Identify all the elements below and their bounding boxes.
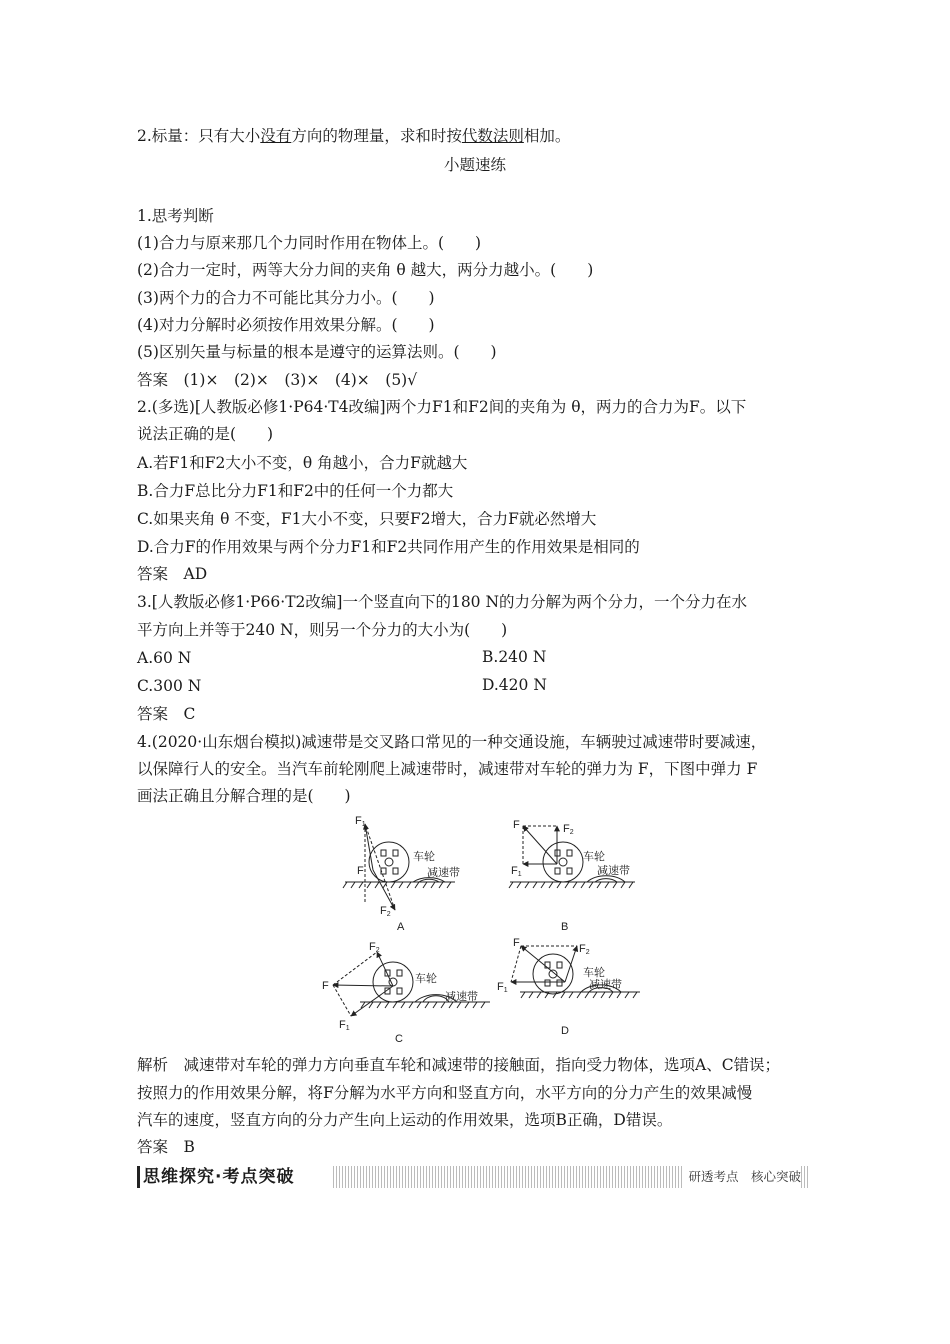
banner-subtitle: 研透考点 核心突破 — [682, 1166, 801, 1188]
q2-option-a: A.若F1和F2大小不变，θ 角越小，合力F就越大 — [137, 454, 468, 472]
label-wheel: 车轮 — [583, 967, 605, 979]
q4-stem: 以保障行人的安全。当汽车前轮刚爬上减速带时，减速带对车轮的弹力为 F，下图中弹力 F — [137, 760, 758, 778]
label-f: F — [357, 865, 364, 877]
q3-stem: 平方向上并等于240 N，则另一个分力的大小为( ) — [137, 621, 508, 639]
panel-label: C — [395, 1033, 403, 1045]
scalar-definition: 2.标量：只有大小没有方向的物理量，求和时按代数法则相加。 — [137, 127, 571, 145]
q4-analysis: 按照力的作用效果分解，将F分解为水平方向和竖直方向，水平方向的分力产生的效果减慢 — [137, 1084, 753, 1102]
label-f2: F2 — [380, 905, 391, 918]
label-f: F — [513, 819, 520, 831]
q4-stem: 画法正确且分解合理的是( ) — [137, 787, 351, 805]
q3-stem: 3.[人教版必修1·P66·T2改编]一个竖直向下的180 N的力分解为两个分力，一个分力在水 — [137, 593, 748, 611]
label-wheel: 车轮 — [415, 973, 437, 985]
label-f1: F1 — [497, 981, 508, 994]
q1-item: (2)合力一定时，两等大分力间的夹角 θ 越大，两分力越小。( ) — [137, 261, 594, 279]
speed-bump-force-figure — [322, 812, 645, 1045]
q2-option-c: C.如果夹角 θ 不变，F1大小不变，只要F2增大，合力F就必然增大 — [137, 510, 597, 528]
q3-option-d: D.420 N — [482, 676, 547, 694]
q1-item: (4)对力分解时必须按作用效果分解。( ) — [137, 316, 435, 334]
q2-stem: 说法正确的是( ) — [137, 425, 274, 443]
q4-analysis: 解析 减速带对车轮的弹力方向垂直车轮和减速带的接触面，指向受力物体，选项A、C错误； — [137, 1056, 781, 1074]
panel-c-labels — [322, 941, 478, 1045]
section-banner — [137, 1166, 809, 1188]
label-f1: F1 — [511, 865, 522, 878]
label-f1: F1 — [355, 815, 366, 828]
q3-option-b: B.240 N — [482, 648, 547, 666]
panel-label: B — [561, 921, 569, 933]
q3-option-a: A.60 N — [137, 649, 192, 667]
banner-bar — [137, 1166, 140, 1188]
label-f: F — [322, 980, 329, 992]
q2-option-b: B.合力F总比分力F1和F2中的任何一个力都大 — [137, 482, 454, 500]
label-wheel: 车轮 — [413, 851, 435, 863]
q1-item: (3)两个力的合力不可能比其分力小。( ) — [137, 289, 435, 307]
q2-answer: 答案 AD — [137, 565, 208, 583]
panel-d-labels — [497, 937, 622, 1037]
panel-label: A — [397, 921, 405, 933]
q2-stem: 2.(多选)[人教版必修1·P64·T4改编]两个力F1和F2间的夹角为 θ，两力的合力为F。以下 — [137, 398, 747, 416]
label-f1: F1 — [339, 1019, 350, 1032]
q3-option-c: C.300 N — [137, 677, 202, 695]
q4-stem: 4.(2020·山东烟台模拟)减速带是交叉路口常见的一种交通设施，车辆驶过减速带时要减速， — [137, 733, 767, 751]
q1-item: (1)合力与原来那几个力同时作用在物体上。( ) — [137, 234, 482, 252]
q4-analysis: 汽车的速度，竖直方向的分力产生向上运动的作用效果，选项B正确，D错误。 — [137, 1111, 673, 1129]
q1-answer: 答案 (1)× (2)× (3)× (4)× (5)√ — [137, 371, 418, 389]
panel-c — [333, 952, 490, 1016]
label-wheel: 车轮 — [583, 851, 605, 863]
panel-b-labels — [511, 819, 630, 933]
q4-answer: 答案 B — [137, 1138, 195, 1156]
panel-label: D — [561, 1025, 569, 1037]
label-f2: F2 — [579, 943, 590, 956]
label-bump: 减速带 — [427, 867, 460, 879]
label-bump: 减速带 — [589, 979, 622, 991]
q2-option-d: D.合力F的作用效果与两个分力F1和F2共同作用产生的作用效果是相同的 — [137, 538, 640, 556]
label-f2: F2 — [369, 941, 380, 954]
section-title: 小题速练 — [443, 156, 506, 174]
label-f: F — [513, 937, 520, 949]
label-f2: F2 — [563, 823, 574, 836]
q1-item: (5)区别矢量与标量的根本是遵守的运算法则。( ) — [137, 343, 497, 361]
panel-a-labels — [355, 815, 460, 933]
q3-answer: 答案 C — [137, 705, 196, 723]
q1-title: 1.思考判断 — [137, 207, 214, 225]
label-bump: 减速带 — [445, 991, 478, 1003]
banner-title: 思维探究·考点突破 — [143, 1166, 302, 1188]
label-bump: 减速带 — [597, 865, 630, 877]
